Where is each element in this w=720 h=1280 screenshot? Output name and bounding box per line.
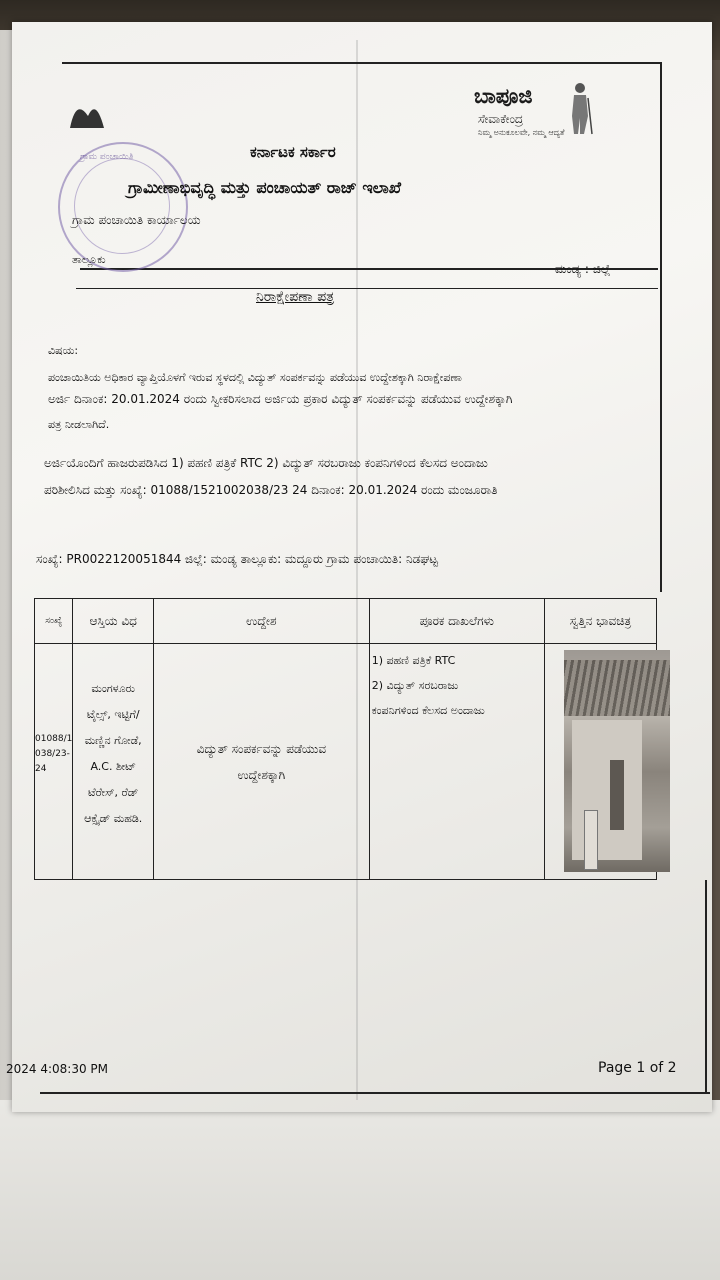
property-line-3: A.C. ಶೀಟ್ bbox=[90, 760, 136, 773]
border-top bbox=[62, 62, 662, 64]
body-line-2: ಅರ್ಜಿ ದಿನಾಂಕ: 20.01.2024 ರಂದು ಸ್ವೀಕರಿಸಲಾದ ಅರ್ಜಿಯ ಪ್ರಕಾರ ವಿದ್ಯುತ್ ಸಂಪರ್ಕವನ್ನು ಪಡೆಯುವ ಉದ್ದೇಶಕ್ಕಾಗಿ bbox=[48, 392, 513, 406]
footer-page-number: Page 1 of 2 bbox=[598, 1060, 677, 1076]
header-purpose: ಉದ್ದೇಶ bbox=[154, 599, 370, 644]
body-line-6: ಸಂಖ್ಯೆ: PR0022120051844 ಜಿಲ್ಲೆ: ಮಂಡ್ಯ ತಾಲ್ಲೂಕು: ಮದ್ದೂರು ಗ್ರಾಮ ಪಂಚಾಯಿತಿ: ನಿಡಘಟ್ಟ bbox=[36, 552, 438, 566]
header-property-type: ಆಸ್ತಿಯ ವಿಧ bbox=[73, 599, 154, 644]
logo-sub-text: ಸೇವಾಕೇಂದ್ರ bbox=[478, 112, 524, 126]
footer-timestamp: 2024 4:08:30 PM bbox=[6, 1062, 109, 1076]
office-name: ಗ್ರಾಮ ಪಂಚಾಯಿತಿ ಕಾರ್ಯಾಲಯ bbox=[72, 213, 201, 227]
document-line-1: 2) ವಿದ್ಯುತ್ ಸರಬರಾಜು bbox=[371, 679, 459, 692]
purpose-line-1: ಉದ್ದೇಶಕ್ಕಾಗಿ bbox=[237, 768, 286, 782]
border-right-upper bbox=[660, 62, 662, 592]
underlying-page-bottom bbox=[0, 1100, 720, 1280]
body-line-3: ಪತ್ರ ನೀಡಲಾಗಿದೆ. bbox=[48, 418, 110, 431]
logo-tagline: ನಿಮ್ಮ ಅನುಕೂಲವೇ, ನಮ್ಮ ಆದ್ಯತೆ bbox=[478, 128, 565, 137]
property-line-4: ಟೆರೇಸ್, ರೆಡ್ bbox=[88, 786, 139, 799]
header-rule-2 bbox=[76, 288, 658, 289]
cell-purpose bbox=[154, 644, 370, 880]
photo-roof bbox=[564, 660, 670, 716]
photo-wall bbox=[572, 720, 642, 860]
body-line-5: ಪರಿಶೀಲಿಸಿದ ಮತ್ತು ಸಂಖ್ಯೆ: 01088/1521002038/23 24 ದಿನಾಂಕ: 20.01.2024 ರಂದು ಮಂಜೂರಾತಿ bbox=[44, 483, 498, 497]
seal-text: ಗ್ರಾಮ ಪಂಚಾಯಿತಿ bbox=[80, 152, 134, 162]
purpose-line-0: ವಿದ್ಯುತ್ ಸಂಪರ್ಕವನ್ನು ಪಡೆಯುವ bbox=[196, 742, 327, 756]
number-line-2: 24 bbox=[35, 764, 47, 774]
seal-inner-ring bbox=[74, 158, 170, 254]
body-line-4: ಅರ್ಜಿಯೊಂದಿಗೆ ಹಾಜರುಪಡಿಸಿದ 1) ಪಹಣಿ ಪತ್ರಿಕೆ RTC 2) ವಿದ್ಯುತ್ ಸರಬರಾಜು ಕಂಪನಿಗಳಿಂದ ಕೆಲಸದ ಅಂದಾಜು bbox=[44, 456, 488, 470]
document-line-0: 1) ಪಹಣಿ ಪತ್ರಿಕೆ RTC bbox=[371, 654, 456, 667]
table-header-row bbox=[35, 599, 657, 644]
number-line-1: 038/23- bbox=[35, 749, 70, 759]
header-number: ಸಂಖ್ಯೆ bbox=[35, 599, 73, 644]
body-line-1: ಪಂಚಾಯಿತಿಯ ಅಧಿಕಾರ ವ್ಯಾಪ್ತಿಯೊಳಗೆ ಇರುವ ಸ್ಥಳದಲ್ಲಿ ವಿದ್ಯುತ್ ಸಂಪರ್ಕವನ್ನು ಪಡೆಯುವ ಉದ್ದೇಶಕ್ಕಾಗಿ ನಿರಾಕ್ಷೇಪಣಾ bbox=[48, 371, 462, 384]
body-line-0: ವಿಷಯ: bbox=[48, 344, 79, 357]
government-title: ಕರ್ನಾಟಕ ಸರ್ಕಾರ bbox=[250, 143, 336, 161]
header-documents: ಪೂರಕ ದಾಖಲೆಗಳು bbox=[369, 599, 544, 644]
property-photo bbox=[564, 650, 670, 872]
cell-property-type bbox=[73, 644, 154, 880]
paper-fold bbox=[356, 40, 358, 1100]
department-title: ಗ್ರಾಮೀಣಾಭಿವೃದ್ಧಿ ಮತ್ತು ಪಂಚಾಯತ್ ರಾಜ್ ಇಲಾಖೆ bbox=[128, 178, 402, 197]
cell-number bbox=[35, 644, 73, 880]
photo-door bbox=[610, 760, 624, 830]
header-photo: ಸ್ವತ್ತಿನ ಭಾವಚಿತ್ರ bbox=[544, 599, 656, 644]
bapuji-logo bbox=[474, 78, 634, 144]
photo-post bbox=[584, 810, 598, 870]
logo-main-text: ಬಾಪೂಜಿ bbox=[474, 84, 533, 108]
property-line-5: ಆಕ್ಸೈಡ್ ಮಹಡಿ. bbox=[84, 812, 143, 825]
emblem-icon bbox=[62, 88, 112, 148]
document-line-2: ಕಂಪನಿಗಳಿಂದ ಕೆಲಸದ ಅಂದಾಜು bbox=[371, 704, 485, 717]
gandhi-figure-icon bbox=[566, 80, 594, 136]
property-line-2: ಮಣ್ಣಿನ ಗೋಡೆ, bbox=[84, 734, 142, 747]
property-line-0: ಮಂಗಳೂರು bbox=[91, 682, 135, 695]
border-bottom bbox=[40, 1092, 710, 1094]
number-line-0: 01088/1 bbox=[35, 734, 73, 744]
document-title: ನಿರಾಕ್ಷೇಪಣಾ ಪತ್ರ bbox=[256, 289, 335, 305]
district-label: ಮಂಡ್ಯ : ಜಿಲ್ಲೆ bbox=[555, 262, 611, 276]
border-right-lower bbox=[705, 880, 707, 1092]
taluk-label: ತಾಲ್ಲೂಕು bbox=[72, 253, 106, 266]
cell-documents bbox=[369, 644, 544, 880]
property-line-1: ಟೈಲ್ಸ್, ಇಟ್ಟಿಗೆ/ bbox=[86, 708, 140, 721]
